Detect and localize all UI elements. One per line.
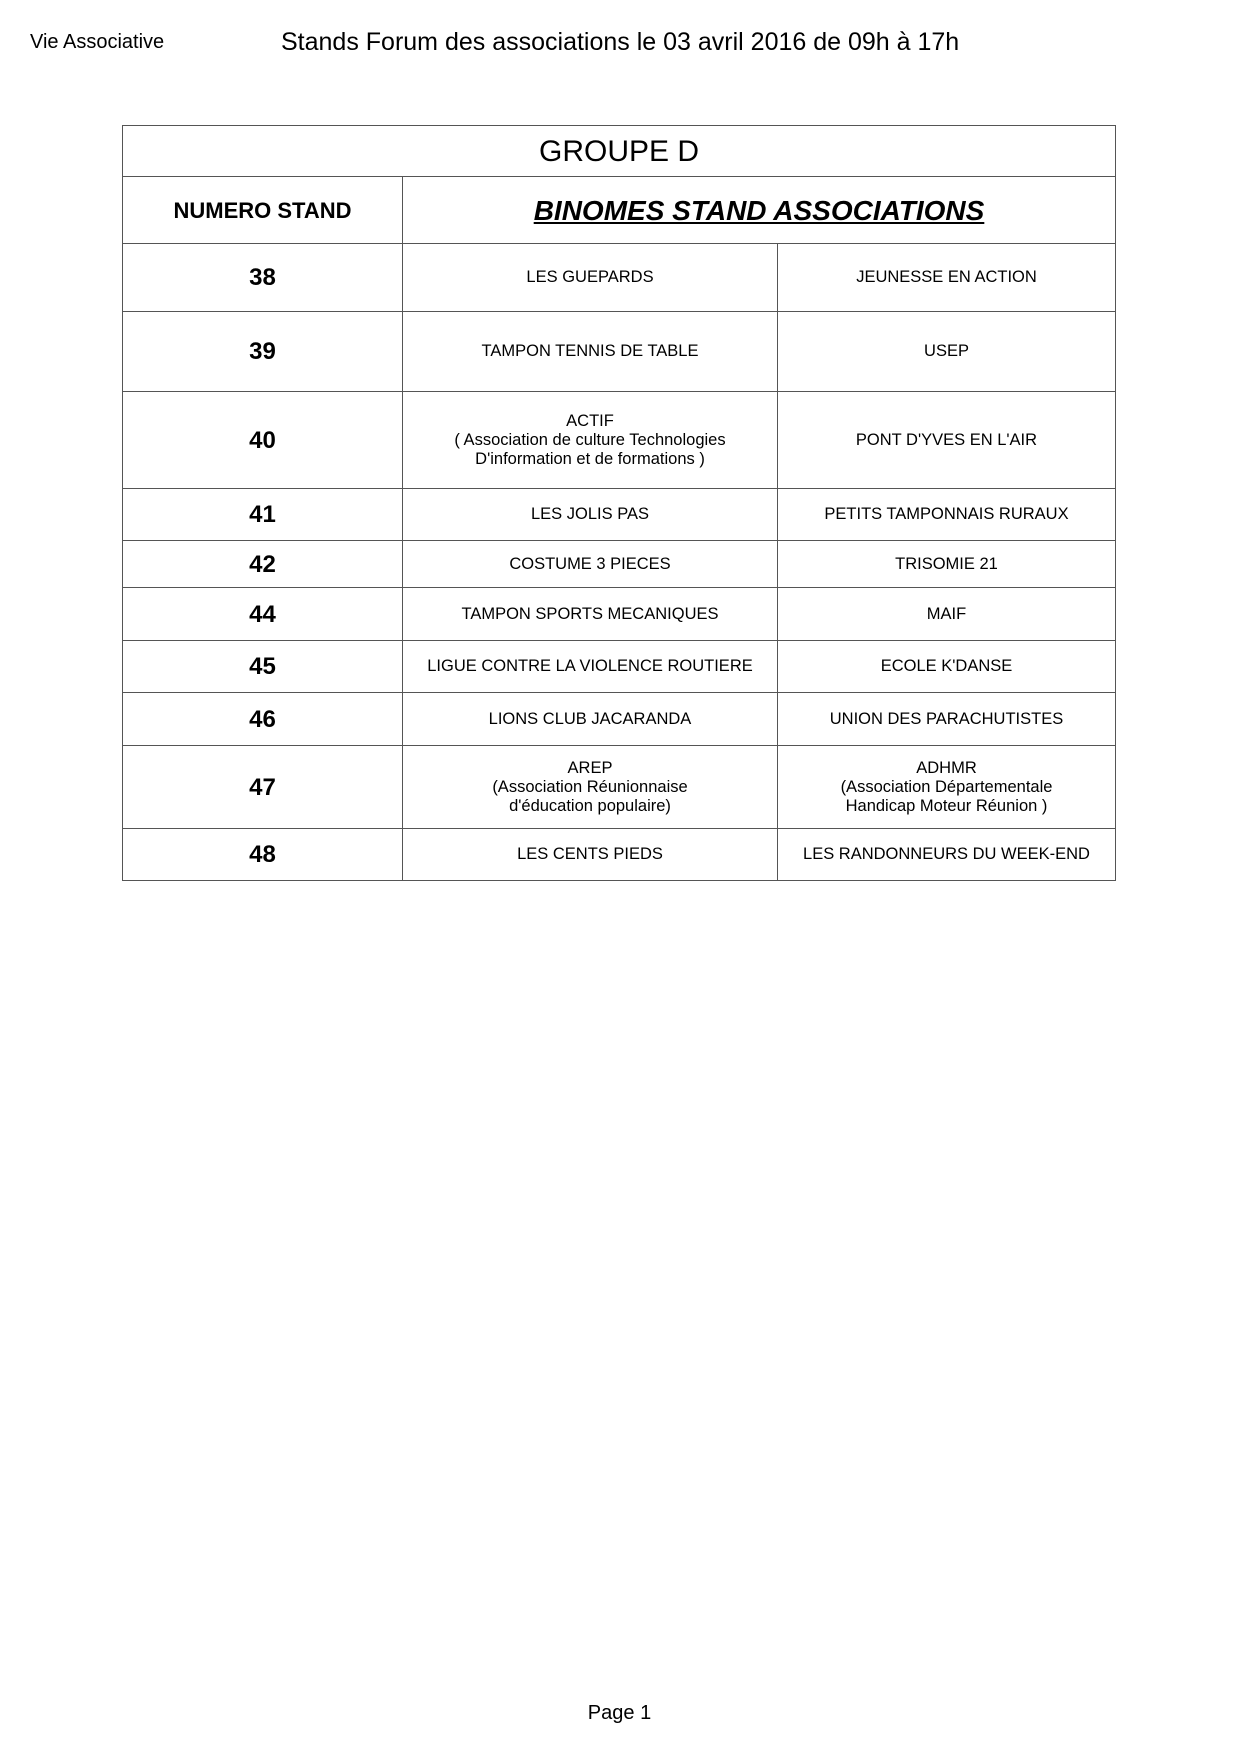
association-line: ECOLE K'DANSE [880, 657, 1013, 675]
section-label: Vie Associative [30, 31, 165, 53]
association-line: TAMPON SPORTS MECANIQUES [461, 604, 719, 623]
association-line: PONT D'YVES EN L'AIR [855, 430, 1038, 449]
association-2 [778, 641, 1116, 693]
stand-row [123, 244, 1116, 312]
association-line: LES GUEPARDS [526, 268, 654, 286]
association-2 [778, 244, 1116, 312]
stand-number: 47 [123, 746, 403, 829]
association-line: Handicap Moteur Réunion ) [845, 796, 1048, 815]
stand-number: 46 [123, 693, 403, 746]
association-line: TAMPON TENNIS DE TABLE [481, 342, 699, 360]
association-line: COSTUME 3 PIECES [509, 554, 671, 573]
group-title-row [123, 126, 1116, 177]
association-line: ( Association de culture Technologies [454, 430, 726, 449]
association-line: JEUNESSE EN ACTION [856, 268, 1037, 286]
group-title: GROUPE D [123, 126, 1116, 177]
stand-number: 40 [123, 392, 403, 489]
association-line: MAIF [926, 604, 967, 623]
column-header-binomes: BINOMES STAND ASSOCIATIONS [403, 177, 1116, 244]
stand-number: 45 [123, 641, 403, 693]
stand-row [123, 489, 1116, 541]
association-line: LES JOLIS PAS [531, 505, 649, 523]
stand-row [123, 541, 1116, 588]
association-1 [403, 829, 778, 881]
stand-row [123, 588, 1116, 641]
association-line: ACTIF [566, 411, 614, 430]
stand-number: 44 [123, 588, 403, 641]
association-line: LIONS CLUB JACARANDA [488, 709, 692, 728]
association-line: LIGUE CONTRE LA VIOLENCE ROUTIERE [427, 657, 753, 675]
association-1 [403, 244, 778, 312]
association-1 [403, 693, 778, 746]
stand-row [123, 746, 1116, 829]
column-header-stand-number: NUMERO STAND [123, 177, 403, 244]
association-1 [403, 541, 778, 588]
association-line: TRISOMIE 21 [895, 554, 998, 573]
stands-table [122, 125, 1116, 881]
association-line: LES CENTS PIEDS [517, 845, 663, 863]
association-1 [403, 489, 778, 541]
stand-number: 48 [123, 829, 403, 881]
association-line: AREP [567, 758, 613, 777]
association-line: (Association Réunionnaise [492, 777, 688, 796]
stand-row [123, 392, 1116, 489]
association-2 [778, 588, 1116, 641]
association-line: LES RANDONNEURS DU WEEK-END [803, 845, 1090, 863]
association-2 [778, 541, 1116, 588]
association-line: (Association Départementale [840, 777, 1053, 796]
association-2 [778, 693, 1116, 746]
page-number: Page 1 [587, 1702, 652, 1724]
association-2 [778, 746, 1116, 829]
stand-number: 38 [123, 244, 403, 312]
association-1 [403, 746, 778, 829]
stand-number: 39 [123, 312, 403, 392]
stand-row [123, 693, 1116, 746]
association-line: ADHMR [916, 758, 977, 777]
association-2 [778, 829, 1116, 881]
stand-number: 41 [123, 489, 403, 541]
association-1 [403, 312, 778, 392]
association-2 [778, 312, 1116, 392]
document-title: Stands Forum des associations le 03 avril 2016 de 09h à 17h [281, 28, 960, 56]
association-line: PETITS TAMPONNAIS RURAUX [824, 505, 1069, 523]
association-2 [778, 392, 1116, 489]
association-line: d'éducation populaire) [509, 796, 671, 815]
stand-row [123, 829, 1116, 881]
column-header-row [123, 177, 1116, 244]
stand-number: 42 [123, 541, 403, 588]
association-line: D'information et de formations ) [475, 449, 705, 468]
association-line: USEP [924, 342, 969, 360]
association-1 [403, 588, 778, 641]
association-1 [403, 641, 778, 693]
association-1 [403, 392, 778, 489]
stand-row [123, 312, 1116, 392]
association-line: UNION DES PARACHUTISTES [829, 709, 1064, 728]
stand-row [123, 641, 1116, 693]
association-2 [778, 489, 1116, 541]
